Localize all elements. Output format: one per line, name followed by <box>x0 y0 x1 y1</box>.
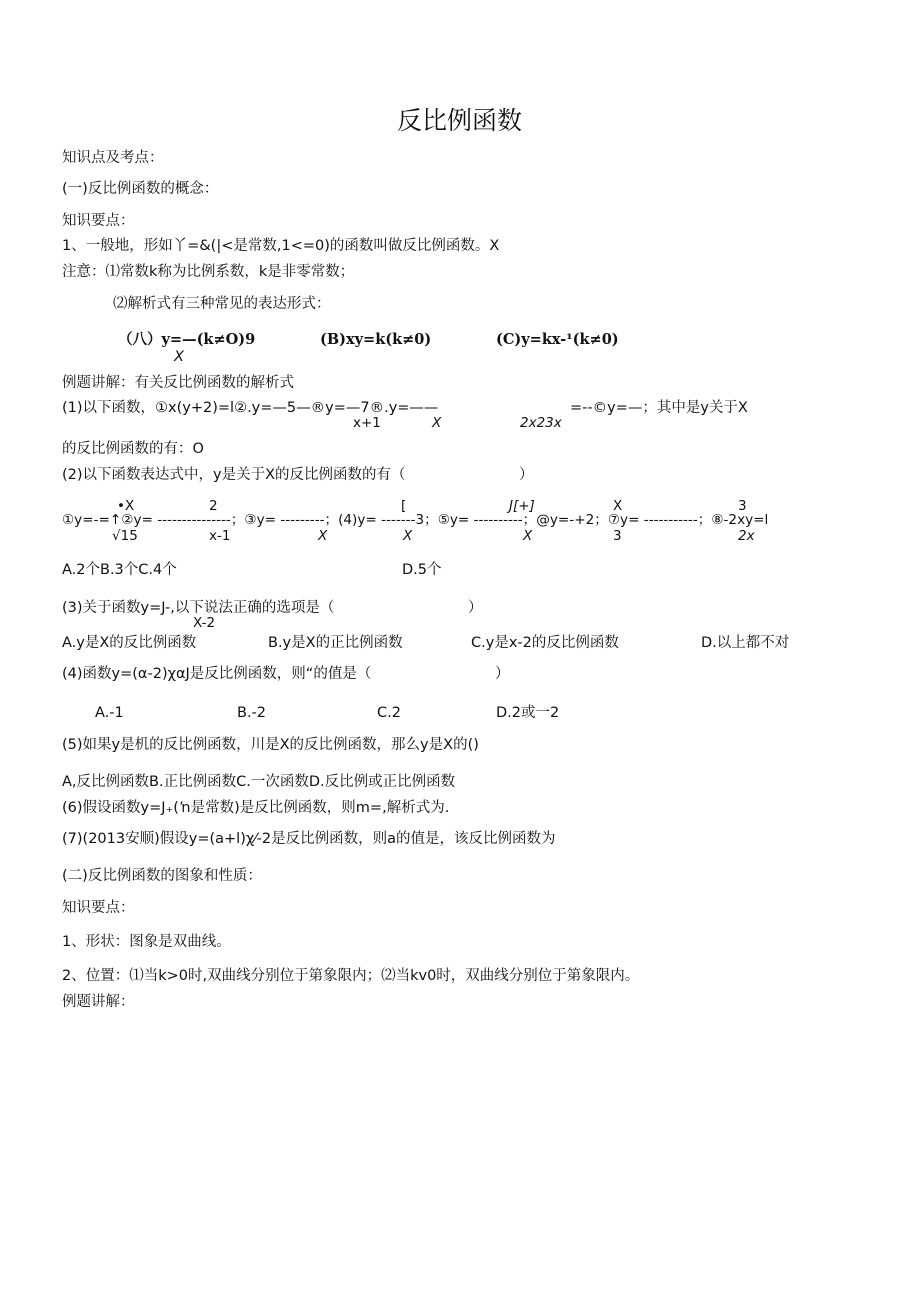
question-4-choice-d: D.2或一2 <box>496 705 560 721</box>
question-3-denominator: X-2 <box>193 615 216 631</box>
question-3: (3)关于函数y=J-,以下说法正确的选项是（ <box>62 600 335 616</box>
part2-knowledge-label: 知识要点： <box>62 900 135 916</box>
q2-bot-b: x-1 <box>209 528 231 544</box>
shape-item: 1、形状：图象是双曲线。 <box>62 934 231 950</box>
q2-bot-g: 2x <box>738 528 755 544</box>
q2-bot-c: X <box>318 528 328 544</box>
question-4-choice-a: A.-1 <box>95 705 124 721</box>
question-3-choice-c: C.y是x-2的反比例函数 <box>471 635 619 651</box>
question-2-choices-abc: A.2个B.3个C.4个 <box>62 562 177 578</box>
question-1: (1)以下函数，①x(y+2)=l②.y=—5—®y=—7®.y=—— <box>62 400 439 416</box>
note-2: ⑵解析式有三种常见的表达形式： <box>113 296 331 312</box>
note-1: 注意：⑴常数k称为比例系数，k是非零常数； <box>62 264 355 280</box>
question-5: (5)如果y是机的反比例函数，川是X的反比例函数，那么y是X的() <box>62 737 479 753</box>
page-title: 反比例函数 <box>397 106 523 135</box>
q2-top-a: •X <box>117 498 135 514</box>
question-1-denominator-3: 2x23x <box>520 415 562 431</box>
question-1-denominator-1: x+1 <box>353 415 381 431</box>
q2-bot-f: 3 <box>613 528 622 544</box>
q2-top-e: X <box>613 498 623 514</box>
definition-item: 1、一般地，形如丫=&(|<是常数,1<=0)的函数叫做反比例函数。X <box>62 238 500 254</box>
q2-bot-d: X <box>403 528 413 544</box>
examples-heading: 例题讲解：有关反比例函数的解析式 <box>62 375 294 391</box>
question-1-tail: =--©y=—；其中是y关于X <box>570 400 748 416</box>
question-3-choice-a: A.y是X的反比例函数 <box>62 635 197 651</box>
question-1-denominator-2: X <box>432 415 442 431</box>
q2-top-b: 2 <box>209 498 218 514</box>
question-4-close-paren: ） <box>495 666 510 682</box>
q2-bot-e: X <box>523 528 533 544</box>
part2-heading: (二)反比例函数的图象和性质： <box>62 868 262 884</box>
question-2-close-paren: ） <box>519 467 534 483</box>
position-item: 2、位置：⑴当k>0时,双曲线分别位于第象限内；⑵当kv0时，双曲线分别位于第象限内。 <box>62 968 640 984</box>
q2-bot-a: √15 <box>112 528 138 544</box>
form-a-denominator: X <box>174 349 184 365</box>
part1-knowledge-label: 知识要点： <box>62 213 135 229</box>
question-3-choice-d: D.以上都不对 <box>701 635 790 651</box>
question-7: (7)(2013安顺)假设y=(a+l)χ⁄-2是反比例函数，则a的值是，该反比例函数为 <box>62 831 556 847</box>
question-6: (6)假设函数y=J₊(ŉ是常数)是反比例函数，则m=,解析式为. <box>62 800 450 816</box>
form-c: (C)y=kx-¹(k≠0) <box>496 331 619 348</box>
question-2-options-line: ①y=-=↑②y= ---------------；③y= ---------；(4)y= -------3；⑤y= ----------；@y=-+2；⑦y= -----------；⑧-2xy=l <box>62 512 769 528</box>
section-points: 知识点及考点： <box>62 150 164 166</box>
form-b: (B)xy=k(k≠0) <box>320 331 432 348</box>
question-2: (2)以下函数表达式中，y是关于X的反比例函数的有（ <box>62 467 406 483</box>
q2-top-d: J[+] <box>509 498 535 514</box>
question-4-choice-c: C.2 <box>377 705 401 721</box>
part2-examples-label: 例题讲解： <box>62 994 135 1010</box>
question-3-choice-b: B.y是X的正比例函数 <box>268 635 403 651</box>
question-3-close-paren: ） <box>468 600 483 616</box>
question-5-choices: A,反比例函数B.正比例函数C.一次函数D.反比例或正比例函数 <box>62 774 456 790</box>
q2-top-f: 3 <box>738 498 747 514</box>
question-4: (4)函数y=(α-2)χαJ是反比例函数，则“的值是（ <box>62 666 372 682</box>
question-4-choice-b: B.-2 <box>237 705 267 721</box>
question-1-continuation: 的反比例函数的有：O <box>62 441 204 457</box>
q2-top-c: [ <box>401 498 407 514</box>
part1-heading: (一)反比例函数的概念： <box>62 181 219 197</box>
question-2-choice-d: D.5个 <box>402 562 442 578</box>
form-a: （八）y=—(k≠O)9 <box>118 331 256 348</box>
